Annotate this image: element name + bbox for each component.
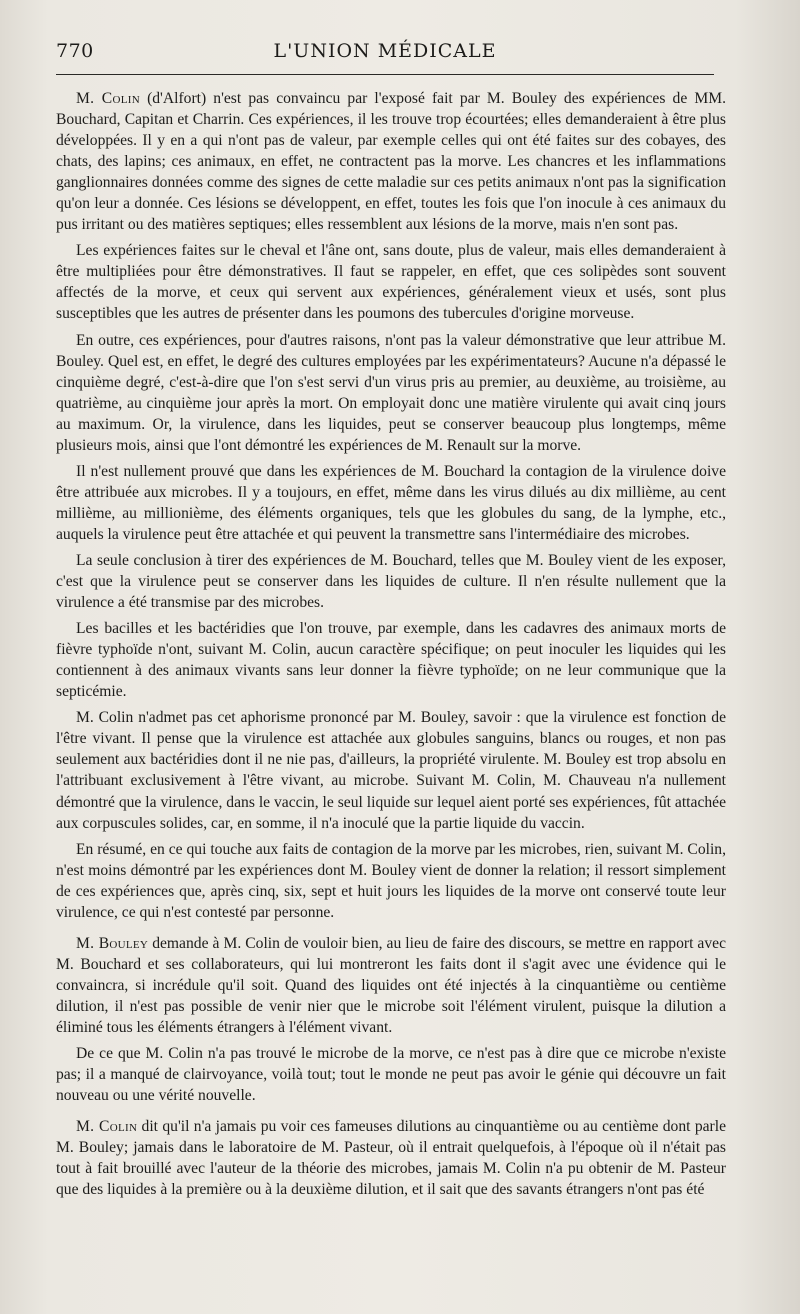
paragraph-text: Les bacilles et les bactéridies que l'on trouve, par exemple, dans les cadavres des animaux morts de fièvre typhoïde n'ont, suivant M. Colin, aucun caractère spécifique; on peut inoculer les liquides qui les contiennent à des animaux vivants sans leur donner la fièvre typhoïde; on ne leur communique que la septicémie. bbox=[56, 620, 726, 701]
paragraph-text: En résumé, en ce qui touche aux faits de contagion de la morve par les microbes, rien, suivant M. Colin, n'est moins démontré par les expériences dont M. Bouley vient de donner la relation; il ressort simplement de ces expériences que, après cinq, six, sept et huit jours les liquides de la morve ont conservé toute leur virulence, ce qui n'est contesté par personne. bbox=[56, 840, 726, 921]
running-title: L'UNION MÉDICALE bbox=[273, 40, 497, 62]
paragraph bbox=[56, 618, 726, 702]
paragraph-text: dit qu'il n'a jamais pu voir ces fameuses dilutions au cinquantième ou au centième dont parle M. Bouley; jamais dans le laboratoire de M. Pasteur, où il entrait quelquefois, à l'époque où il n'était pas tout à fait brouillé avec l'auteur de la théorie des microbes, jamais M. Colin n'a pu obtenir de M. Pasteur que des liquides à la première ou à la deuxième dilution, et il sait que des savants étrangers n'ont pas été bbox=[56, 1118, 726, 1199]
paragraph-text: La seule conclusion à tirer des expériences de M. Bouchard, telles que M. Bouley vient de les exposer, c'est que la virulence peut se conserver dans les liquides de culture. Il n'en résulte nullement que la virulence a été transmise par des microbes. bbox=[56, 551, 726, 612]
paragraph bbox=[56, 330, 726, 456]
paragraph bbox=[56, 240, 726, 324]
paragraph bbox=[56, 839, 726, 923]
speaker-name: M. Bouley bbox=[76, 934, 149, 952]
page-number: 770 bbox=[56, 40, 94, 62]
paragraph-text: En outre, ces expériences, pour d'autres raisons, n'ont pas la valeur démonstrative que leur attribue M. Bouley. Quel est, en effet, le degré des cultures employées par les expérimentateurs? Aucune n'a dépassé le cinquième degré, c'est-à-dire que l'on s'est servi d'un virus pris au premier, au deuxième, au troisième, au quatrième, au cinquième jour après la mort. On employait donc une matière virulente qui avait cinq jours au maximum. Or, la virulence, dans les liquides, peut se conserver beaucoup plus longtemps, même plusieurs mois, ainsi que l'ont démontré les expériences de M. Renault sur la morve. bbox=[56, 331, 726, 454]
paragraph-text: M. Colin n'admet pas cet aphorisme prononcé par M. Bouley, savoir : que la virulence est fonction de l'être vivant. Il pense que la virulence est attachée aux globules sanguins, blancs ou rouges, et non pas seulement aux bactéridies dont il ne nie pas, d'ailleurs, la propriété virulente. M. Bouley est trop absolu en l'attribuant exclusivement à l'être vivant, au microbe. Suivant M. Colin, M. Chauveau n'a nullement démontré que la virulence, dans le vaccin, le seul liquide sur lequel aient porté ses expériences, fût attachée aux corpuscules solides, car, en somme, il n'a inoculé que la partie liquide du vaccin. bbox=[56, 709, 726, 832]
paragraph-text: Il n'est nullement prouvé que dans les expériences de M. Bouchard la contagion de la virulence doive être attribuée aux microbes. Il y a toujours, en effet, même dans les virus dilués au dix millième, au cent millième, au millionième, des éléments organiques, tels que les globules du sang, de la lymphe, etc., auquels la virulence peut être attachée et qui peuvent la transmettre sans l'intermédiaire des microbes. bbox=[56, 462, 726, 543]
page-header bbox=[56, 40, 714, 70]
paragraph bbox=[56, 933, 726, 1038]
body-text bbox=[56, 88, 726, 1205]
paragraph bbox=[56, 461, 726, 545]
paragraph bbox=[56, 550, 726, 613]
paragraph-text: De ce que M. Colin n'a pas trouvé le microbe de la morve, ce n'est pas à dire que ce microbe n'existe pas; il a manqué de clairvoyance, voilà tout; tout le monde ne peut pas avoir le génie qui découvre un fait nouveau ou une vérité nouvelle. bbox=[56, 1045, 726, 1105]
paragraph-text: Les expériences faites sur le cheval et l'âne ont, sans doute, plus de valeur, mais elles demanderaient à être multipliées pour être démonstratives. Il faut se rappeler, en effet, que ces solipèdes sont souvent affectés de la morve, et ceux qui servent aux expériences, généralement vieux et usés, sont plus susceptibles que les autres de présenter dans les poumons des tubercules d'origine morveuse. bbox=[56, 242, 726, 323]
paragraph bbox=[56, 707, 726, 833]
paragraph-text: demande à M. Colin de vouloir bien, au lieu de faire des discours, se mettre en rapport avec M. Bouchard et ses collaborateurs, qui lui montreront les faits dont il s'agit avec une évidence qui le convaincra, si incrédule qu'il soit. Quand des liquides ont été injectés à la cinquantième ou centième dilution, il n'est pas possible de venir nier que le microbe soit l'élément virulent, puisque la dilution a éliminé tous les éléments étrangers à l'élément vivant. bbox=[56, 934, 726, 1036]
paragraph bbox=[56, 1043, 726, 1106]
speaker-name: M. Colin bbox=[76, 90, 140, 107]
paragraph bbox=[56, 1116, 726, 1200]
paragraph-text: (d'Alfort) n'est pas convaincu par l'exposé fait par M. Bouley des expériences de MM. Bouchard, Capitan et Charrin. Ces expériences, il les trouve trop écourtées; elles demanderaient à être plus développées. Il y en a qui n'ont pas de valeur, par exemple celles qui ont été faites sur des cobayes, des chats, des lapins; ces animaux, en effet, ne contractent pas la morve. Les chancres et les inflammations ganglionnaires données comme des signes de cette maladie sur ces petits animaux n'ont pas la signification qu'on leur a donnée. Ces lésions se développent, en effet, toutes les fois que l'on inocule à ces animaux du pus irritant ou des matières septiques; elles ressemblent aux lésions de la morve, mais n'en sont pas. bbox=[56, 90, 726, 234]
speaker-name: M. Colin bbox=[76, 1118, 138, 1136]
header-rule bbox=[56, 74, 714, 75]
paragraph bbox=[56, 88, 726, 235]
